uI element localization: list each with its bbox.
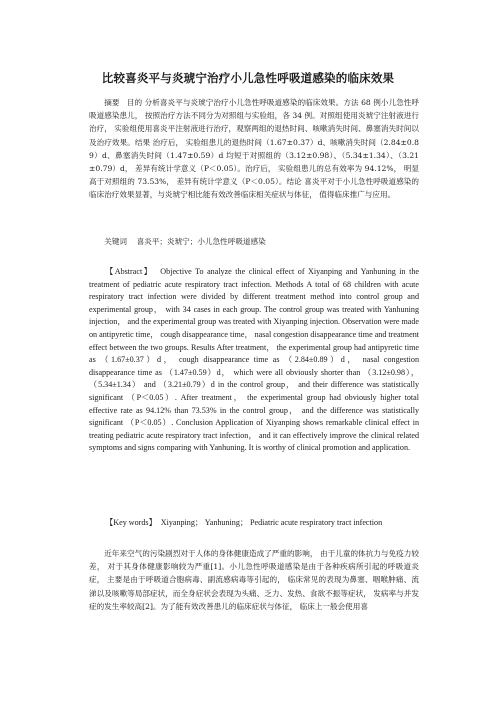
english-abstract-text: Objective To analyze the clinical effect of Xiyanping and Yanhuning in the treatment of pediatric acute respiratory tract infection. Methods A total of 68 children with acute respiratory tract infection were divided by different treatment method into control group and experimental group， with 34 cases in each group. The control group was treated with Yanhuning injection， and the experimental group was treated with Xiyanping injection. Observation were made on antipyretic time， cough disappearance time， nasal congestion disappearance time and treatment effect between the two groups. Results After treatment， the experimental group had antipyretic time as （1.67±0.37）d， cough disappearance time as （2.84±0.89）d， nasal congestion disappearance time as （1.47±0.59）d， which were all obviously shorter than （3.12±0.98），（5.34±1.34） and （3.21±0.79）d in the control group， and their difference was statistically significant （P＜0.05）. After treatment， the experimental group had obviously higher total effective rate as 94.12% than 73.53% in the control group， and the difference was statistically significant （P＜0.05）. Conclusion Application of Xiyanping shows remarkable clinical effect in treating pediatric acute respiratory tract infection， and it can effectively improve the clinical related symptoms and signs comparing with Yanhuning. It is worthy of clinical promotion and application. — [89, 267, 420, 453]
chinese-abstract — [89, 96, 419, 202]
keywords-label: 关键词 — [104, 237, 127, 246]
keywords-text: 喜炎平；炎琥宁；小儿急性呼吸道感染 — [136, 237, 266, 246]
chinese-keywords — [89, 235, 419, 248]
paper-title: 比较喜炎平与炎琥宁治疗小儿急性呼吸道感染的临床效果 — [101, 71, 395, 85]
english-keywords — [89, 517, 419, 530]
english-keywords-label: 【Key words】 — [105, 518, 157, 527]
english-keywords-text: Xiyanping； Yanhuning； Pediatric acute respiratory tract infection — [160, 518, 383, 527]
english-abstract-label: 【Abstract】 — [105, 267, 154, 276]
abstract-text: 目的 分析喜炎平与炎琥宁治疗小儿急性呼吸道感染的临床效果。方法 68 例小儿急性呼吸道感染患儿， 按照治疗方法不同分为对照组与实验组，各 34 例。对照组使用炎琥宁注射液进行治疗， 实验组使用喜炎平注射液进行治疗，观察两组的退热时间、咳嗽消失时间、鼻塞消失时间以及治疗效果。结果 治疗后， 实验组患儿的退热时间（1.67±0.37）d、咳嗽消失时间（2.84±0.89）d、鼻塞消失时间（1.47±0.59）d 均短于对照组的（3.12±0.98）、（5.34±1.34）、（3.21±0.79）d， 差异有统计学意义（P＜0.05）。治疗后， 实验组患儿的总有效率为 94.12%， 明显高于对照组的 73.53%， 差异有统计学意义（P＜0.05）。结论 喜炎平对于小儿急性呼吸道感染的临床治疗效果显著，与炎琥宁相比能有效改善临床相关症状与体征， 值得临床推广与应用。 — [89, 98, 420, 200]
abstract-label: 摘要 — [104, 98, 120, 107]
english-abstract — [89, 266, 419, 455]
body-paragraph: 近年来空气的污染剧烈对于人体的身体健康造成了严重的影响， 由于儿童的体抗力与免疫力较差， 对于其身体健康影响较为严重[1]。小儿急性呼吸道感染是由于各种疾病所引起的呼吸道炎症， 主要是由于呼吸道合胞病毒、副流感病毒等引起的， 临床常见的表现为鼻塞、咽喉肿痛、流涕以及咳嗽等局部症状，而全身症状会表现为头痛、乏力、发热、食欲不振等症状， 发病率与并发症的发生率较高[2]。为了能有效改善患儿的临床症状与体征， 临床上一般会使用喜 — [89, 549, 419, 611]
